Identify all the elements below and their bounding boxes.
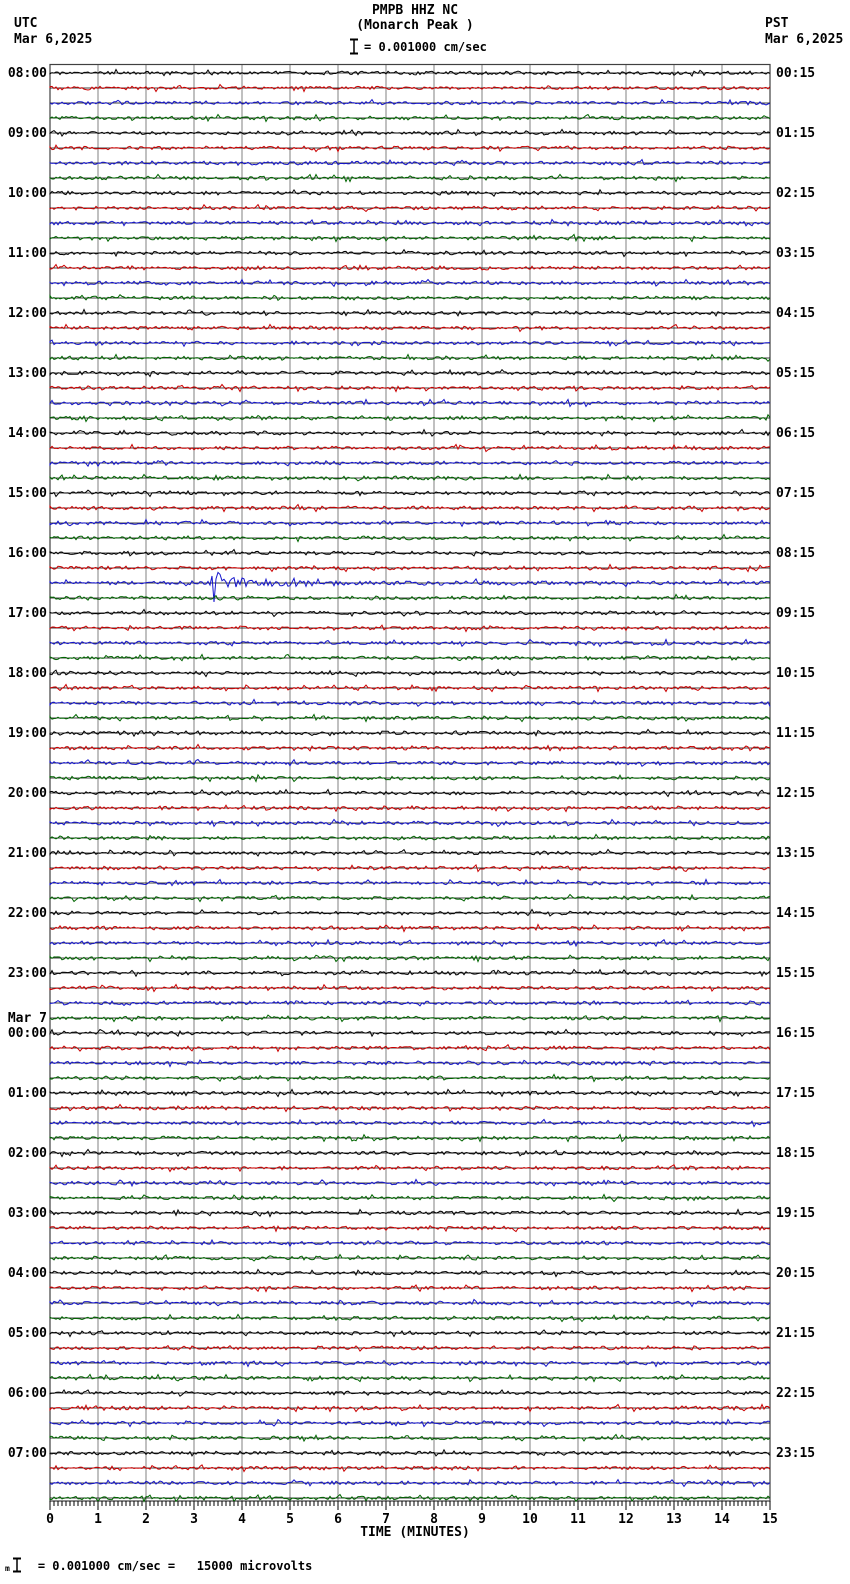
x-tick-label: 8 (430, 1512, 438, 1527)
x-tick-label: 7 (382, 1512, 390, 1527)
plot-border (50, 65, 770, 1502)
pst-time-label: 00:15 (776, 66, 816, 81)
utc-time-label: 04:00 (7, 1266, 47, 1281)
x-axis-title: TIME (MINUTES) (360, 1525, 470, 1540)
footer-prefix: m (5, 1564, 10, 1573)
utc-time-label: 20:00 (7, 786, 47, 801)
utc-time-label: 05:00 (7, 1326, 47, 1341)
utc-date-label: Mar 6,2025 (14, 32, 93, 47)
pst-time-label: 13:15 (776, 846, 816, 861)
pst-time-label: 03:15 (776, 246, 816, 261)
x-tick-label: 9 (478, 1512, 486, 1527)
pst-time-label: 02:15 (776, 186, 816, 201)
seismogram-trace (50, 295, 770, 301)
seismogram-trace (50, 461, 770, 467)
pst-time-label: 21:15 (776, 1326, 816, 1341)
pst-time-label: 06:15 (776, 426, 816, 441)
pst-time-label: 01:15 (776, 126, 816, 141)
x-tick-label: 1 (94, 1512, 102, 1527)
pst-time-label: 16:15 (776, 1026, 816, 1041)
seismogram-trace (50, 385, 770, 392)
pst-timezone-label: PST (765, 16, 789, 31)
minute-gridlines (98, 65, 722, 1502)
pst-time-label: 10:15 (776, 666, 816, 681)
seismogram-trace (50, 265, 770, 271)
station-location: (Monarch Peak ) (356, 18, 474, 33)
pst-time-label: 15:15 (776, 966, 816, 981)
seismogram-trace (50, 1226, 770, 1232)
utc-time-label: 18:00 (7, 666, 47, 681)
x-tick-label: 2 (142, 1512, 150, 1527)
seismogram-trace (50, 1090, 770, 1097)
utc-time-label: 10:00 (7, 186, 47, 201)
x-tick-label: 5 (286, 1512, 294, 1527)
utc-timezone-label: UTC (14, 16, 38, 31)
seismogram-trace (50, 130, 770, 137)
station-title: PMPB HHZ NC (371, 3, 459, 18)
pst-time-label: 17:15 (776, 1086, 816, 1101)
utc-time-label: 00:00 (7, 1026, 47, 1041)
scale-bar-icon (12, 1557, 22, 1573)
seismogram-trace (50, 1480, 770, 1487)
seismogram-trace (50, 100, 770, 105)
utc-time-label: 06:00 (7, 1386, 47, 1401)
utc-time-label: 03:00 (7, 1206, 47, 1221)
x-tick-label: 14 (714, 1512, 730, 1527)
pst-time-label: 22:15 (776, 1386, 816, 1401)
footer-scale-text: = 0.001000 cm/sec = 15000 microvolts (37, 1559, 313, 1573)
x-tick-label: 3 (190, 1512, 198, 1527)
utc-time-label: 17:00 (7, 606, 47, 621)
footer-scale-note (5, 1556, 312, 1573)
utc-time-label: 08:00 (7, 66, 47, 81)
pst-time-label: 04:15 (776, 306, 816, 321)
utc-time-label: 15:00 (7, 486, 47, 501)
seismogram-trace (50, 1361, 770, 1367)
x-tick-label: 13 (666, 1512, 682, 1527)
utc-time-label: 16:00 (7, 546, 47, 561)
x-tick-label: 15 (762, 1512, 778, 1527)
x-tick-label: 10 (522, 1512, 538, 1527)
x-tick-label: 11 (570, 1512, 586, 1527)
pst-date-label: Mar 6,2025 (765, 32, 844, 47)
utc-time-label: 19:00 (7, 726, 47, 741)
x-tick-label: 6 (334, 1512, 342, 1527)
utc-time-label: 09:00 (7, 126, 47, 141)
trace-baselines (50, 73, 770, 1498)
x-tick-label: 4 (238, 1512, 246, 1527)
utc-time-label: 02:00 (7, 1146, 47, 1161)
pst-time-label: 18:15 (776, 1146, 816, 1161)
seismogram-trace (50, 835, 770, 841)
utc-time-label: 23:00 (7, 966, 47, 981)
seismogram-trace (50, 595, 770, 601)
pst-time-label: 08:15 (776, 546, 816, 561)
x-axis-ticks (50, 1501, 770, 1510)
pst-time-label: 23:15 (776, 1446, 816, 1461)
pst-time-label: 19:15 (776, 1206, 816, 1221)
utc-time-label: 14:00 (7, 426, 47, 441)
pst-time-label: 20:15 (776, 1266, 816, 1281)
pst-time-label: 09:15 (776, 606, 816, 621)
utc-time-label: 21:00 (7, 846, 47, 861)
trace-waveforms (50, 70, 770, 1502)
utc-time-label: 07:00 (7, 1446, 47, 1461)
pst-time-label: 05:15 (776, 366, 816, 381)
utc-time-label: 13:00 (7, 366, 47, 381)
utc-time-label: 11:00 (7, 246, 47, 261)
scale-legend-text: = 0.001000 cm/sec (364, 40, 487, 54)
utc-time-label: 12:00 (7, 306, 47, 321)
pst-time-label: 07:15 (776, 486, 816, 501)
utc-time-label: 22:00 (7, 906, 47, 921)
x-tick-label: 0 (46, 1512, 54, 1527)
utc-time-label: 01:00 (7, 1086, 47, 1101)
pst-time-label: 12:15 (776, 786, 816, 801)
pst-time-label: 14:15 (776, 906, 816, 921)
seismogram-trace (50, 160, 770, 166)
x-tick-label: 12 (618, 1512, 634, 1527)
pst-time-label: 11:15 (776, 726, 816, 741)
utc-rollover-date-label: Mar 7 (7, 1011, 47, 1026)
